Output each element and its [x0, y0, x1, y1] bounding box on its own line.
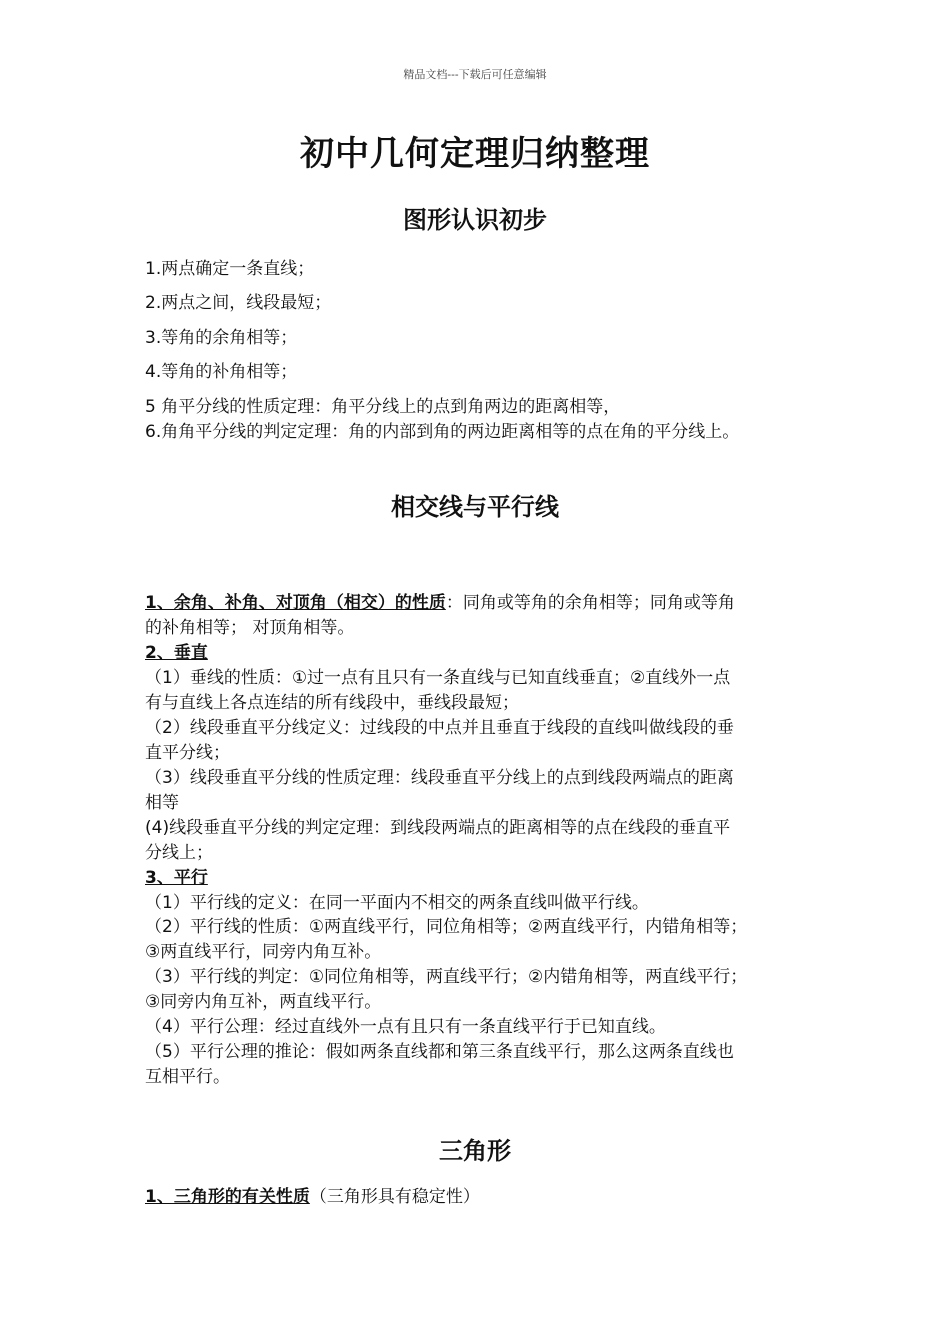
subheading-angles: 1、余角、补角、对顶角（相交）的性质	[145, 593, 446, 613]
paragraph-line: 相等	[145, 793, 179, 813]
subheading-colon: ：同角或等角的余角相等；同角或等角	[445, 593, 735, 613]
paragraph-line: （2）平行线的性质：①两直线平行，同位角相等；②两直线平行，内错角相等；	[145, 917, 748, 937]
paragraph-line: 互相平行。	[145, 1067, 230, 1087]
paragraph-line: （4）平行公理：经过直线外一点有且只有一条直线平行于已知直线。	[145, 1017, 666, 1037]
section-heading-triangle: 三角形	[439, 1137, 511, 1165]
list-item: 4.等角的补角相等；	[145, 362, 298, 382]
paragraph-line: (4)线段垂直平分线的判定定理：到线段两端点的距离相等的点在线段的垂直平	[145, 818, 731, 838]
triangle-note: （三角形具有稳定性）	[309, 1187, 480, 1207]
list-item: 3.等角的余角相等；	[145, 328, 298, 348]
subheading-parallel	[145, 866, 825, 890]
subheading-text: 3、平行	[145, 868, 208, 888]
section-heading-lines: 相交线与平行线	[391, 493, 559, 521]
document-title: 初中几何定理归纳整理	[300, 134, 650, 174]
paragraph-line: 直平分线；	[145, 743, 230, 763]
paragraph-line: 分线上；	[145, 843, 213, 863]
paragraph-line: （3）平行线的判定：①同位角相等，两直线平行；②内错角相等，两直线平行；	[145, 967, 748, 987]
page-header: 精品文档---下载后可任意编辑	[403, 68, 547, 81]
list-item: 5 角平分线的性质定理：角平分线上的点到角两边的距离相等，	[145, 397, 621, 417]
subheading-triangle-properties: 1、三角形的有关性质	[145, 1187, 310, 1207]
paragraph-line: （2）线段垂直平分线定义：过线段的中点并且垂直于线段的直线叫做线段的垂	[145, 718, 734, 738]
subheading-text: 2、垂直	[145, 643, 208, 663]
paragraph-line: ③同旁内角互补，两直线平行。	[145, 992, 382, 1012]
paragraph-line: 的补角相等； 对顶角相等。	[145, 618, 355, 638]
paragraph-line: ③两直线平行，同旁内角互补。	[145, 942, 382, 962]
paragraph-line: （1）平行线的定义：在同一平面内不相交的两条直线叫做平行线。	[145, 893, 649, 913]
paragraph-line: （3）线段垂直平分线的性质定理：线段垂直平分线上的点到线段两端点的距离	[145, 768, 734, 788]
paragraph-line	[145, 591, 825, 615]
list-item: 2.两点之间，线段最短；	[145, 293, 332, 313]
paragraph-line: （5）平行公理的推论：假如两条直线都和第三条直线平行，那么这两条直线也	[145, 1042, 734, 1062]
section-heading-basics: 图形认识初步	[403, 206, 547, 234]
list-item: 6.角角平分线的判定定理：角的内部到角的两边距离相等的点在角的平分线上。	[145, 422, 740, 442]
paragraph-line: 有与直线上各点连结的所有线段中，垂线段最短；	[145, 693, 519, 713]
subheading-perpendicular	[145, 641, 825, 665]
paragraph-line: （1）垂线的性质：①过一点有且只有一条直线与已知直线垂直；②直线外一点	[145, 668, 731, 688]
paragraph-line	[145, 1185, 825, 1209]
list-item: 1.两点确定一条直线；	[145, 259, 315, 279]
